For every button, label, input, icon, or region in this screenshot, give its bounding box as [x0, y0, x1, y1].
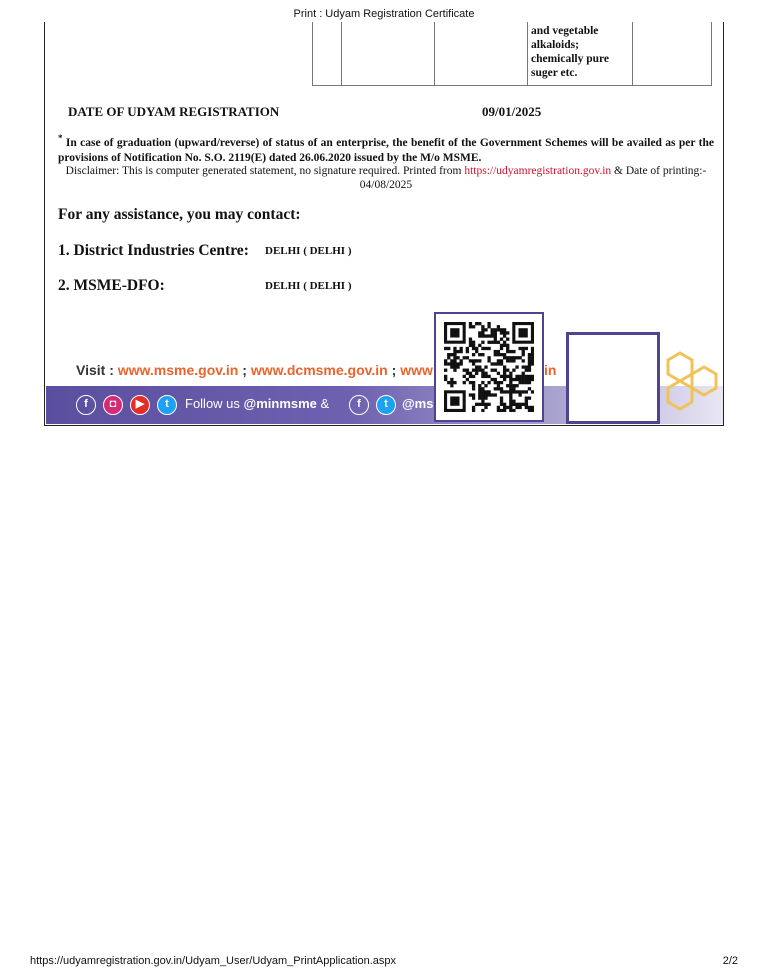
cell-line: suger etc. — [531, 67, 578, 79]
table-cell — [435, 22, 528, 86]
contact-msme-dfo — [58, 277, 352, 295]
visit-line — [76, 362, 557, 378]
site-link-tail: in — [544, 362, 557, 378]
follow-label: Follow us — [185, 396, 244, 411]
handle-2[interactable]: @ms — [402, 396, 434, 411]
registration-date-value: 09/01/2025 — [482, 104, 542, 119]
amp: & — [316, 396, 330, 411]
note-marker: * — [58, 133, 63, 143]
cell-line: alkaloids; — [531, 39, 579, 51]
youtube-icon[interactable]: ▶ — [130, 395, 150, 415]
site-link-partial[interactable]: www — [400, 362, 433, 378]
print-date: 04/08/2025 — [359, 179, 413, 191]
assistance-heading: For any assistance, you may contact: — [58, 206, 301, 223]
disclaimer-suffix: & Date of printing:- — [611, 165, 707, 177]
footer-url: https://udyamregistration.gov.in/Udyam_User/Udyam_PrintApplication.aspx — [30, 955, 397, 967]
note-text: In case of graduation (upward/reverse) of status of an enterprise, the benefit of the Government Schemes will be availed as per the provisions of Notification No. S.O. 2119(E) dated 26.06.2020 issued by the M/o MSME. — [58, 136, 714, 164]
visit-label: Visit : — [76, 362, 118, 378]
site-link-msme[interactable]: www.msme.gov.in — [117, 362, 239, 378]
table-cell — [633, 22, 712, 86]
contact-label: 2. MSME-DFO: — [58, 277, 165, 294]
graduation-note — [58, 131, 714, 166]
activity-description-cell — [528, 22, 633, 86]
separator: ; — [387, 362, 401, 378]
contact-value: DELHI ( DELHI ) — [265, 280, 352, 292]
registration-date-label: DATE OF UDYAM REGISTRATION — [68, 104, 280, 119]
nic-code-table — [312, 22, 712, 86]
qr-code-image — [444, 322, 534, 412]
handle[interactable]: @minmsme — [243, 396, 317, 411]
contact-label: 1. District Industries Centre: — [58, 242, 249, 259]
disclaimer-prefix: Disclaimer: This is computer generated statement, no signature required. Printed from — [65, 165, 465, 177]
table-row — [313, 22, 712, 86]
cell-line: and vegetable — [531, 25, 599, 37]
site-link-dcmsme[interactable]: www.dcmsme.gov.in — [250, 362, 388, 378]
twitter-icon[interactable]: t — [157, 395, 177, 415]
hexagon-decoration — [658, 340, 724, 426]
facebook-icon[interactable]: f — [349, 395, 369, 415]
page-number: 2/2 — [722, 955, 738, 967]
photo-frame — [566, 332, 660, 424]
contact-value: DELHI ( DELHI ) — [265, 245, 352, 257]
table-cell — [342, 22, 435, 86]
follow-text — [185, 396, 329, 411]
twitter-icon[interactable]: t — [376, 395, 396, 415]
udyam-portal-link[interactable]: https://udyamregistration.gov.in — [464, 165, 612, 177]
separator: ; — [238, 362, 251, 378]
instagram-icon[interactable]: ◘ — [103, 395, 123, 415]
qr-code — [434, 312, 544, 422]
print-header: Print : Udyam Registration Certificate — [293, 8, 475, 20]
table-cell — [313, 22, 342, 86]
disclaimer — [58, 164, 714, 192]
cell-line: chemically pure — [531, 53, 610, 65]
facebook-icon[interactable]: f — [76, 395, 96, 415]
contact-dic — [58, 242, 352, 260]
